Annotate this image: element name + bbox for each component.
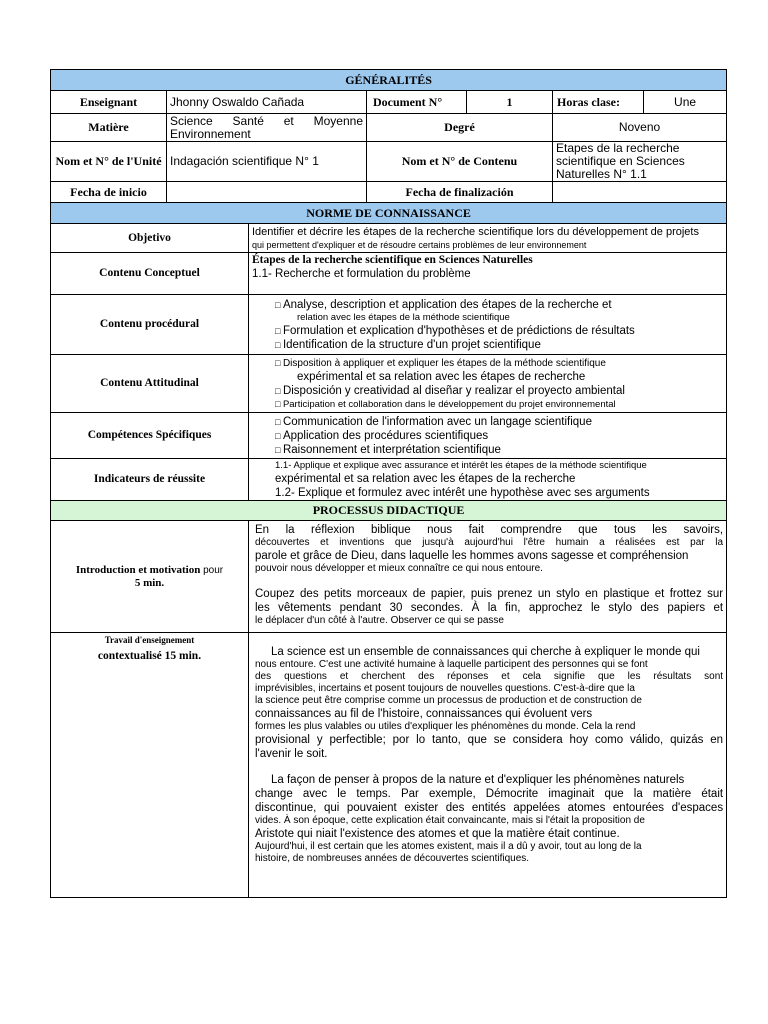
- matiere-row: [51, 114, 727, 142]
- enseignant-label: Enseignant: [51, 91, 167, 114]
- intro-content: [249, 521, 727, 633]
- competences-item-2: □ Application des procédures scientifiques: [275, 429, 723, 443]
- travail-p1-line-7: formes les plus valables ou utiles d'expliquer les phénomènes du monde. Cela la rend: [255, 721, 636, 732]
- indicateurs-item-1b: expérimental et sa relation avec les étapes de la recherche: [275, 472, 576, 485]
- fecha-inicio-label: Fecha de inicio: [51, 182, 167, 203]
- intro-para2-line-2: les vêtements pendant 30 secondes. À la fin, approchez le stylo des papiers et: [255, 602, 724, 614]
- conceptuel-content: [249, 253, 727, 295]
- procedural-label: Contenu procédural: [51, 295, 249, 355]
- unite-label: Nom et N° de l'Unité: [51, 142, 167, 182]
- travail-p1-line-8: provisional y perfectible; por lo tanto, que se considera hoy como válido, quizás en: [255, 734, 724, 746]
- matiere-label: Matière: [51, 114, 167, 142]
- intro-line-1: En la réflexion biblique nous fait comprendre que tous les savoirs,: [255, 524, 724, 536]
- generalites-header-row: [51, 70, 727, 91]
- procedural-item-1: □ Analyse, description et application des étapes de la recherche et: [275, 298, 723, 312]
- intro-label-suffix: pour: [203, 564, 224, 576]
- contenu-label: Nom et N° de Contenu: [367, 142, 553, 182]
- travail-p2-line-3: discontinue, qui pouvaient exister des entités appelées atomes entourées d'espaces: [255, 802, 724, 814]
- procedural-content: [249, 295, 727, 355]
- intro-label-cell: [51, 521, 249, 633]
- travail-p1-line-4: imprévisibles, incertains et posent toujours de nouvelles questions. C'est-à-dire que la: [255, 683, 635, 694]
- indicateurs-item-1: 1.1- Applique et explique avec assurance et intérêt les étapes de la méthode scientifique: [275, 459, 647, 471]
- lesson-plan-document: [50, 69, 726, 898]
- travail-p1-line-2: nous entoure. C'est une activité humaine à laquelle participent des personnes qui se font: [255, 659, 648, 670]
- attitudinal-item-1b: expérimental et sa relation avec les étapes de recherche: [297, 370, 586, 383]
- document-label: Document N°: [367, 91, 467, 114]
- intro-line-3: parole et grâce de Dieu, dans laquelle les hommes avons sagesse et compréhension: [255, 550, 689, 562]
- competences-label: Compétences Spécifiques: [51, 413, 249, 459]
- objetivo-label: Objetivo: [51, 224, 249, 253]
- horas-value: Une: [674, 94, 697, 109]
- travail-p1-line-1: La science est un ensemble de connaissances qui cherche à expliquer le monde qui: [271, 646, 700, 658]
- travail-p2-line-5: Aristote qui niait l'existence des atomes et que la matière était continue.: [255, 828, 620, 840]
- horas-cell: [553, 91, 727, 114]
- degre-value: Noveno: [553, 114, 727, 142]
- enseignant-value: Jhonny Oswaldo Cañada: [167, 91, 367, 114]
- attitudinal-item-2: □ Disposición y creatividad al diseñar y realizar el proyecto ambiental: [275, 384, 723, 398]
- fecha-inicio-value: [167, 182, 367, 203]
- attitudinal-label: Contenu Attitudinal: [51, 355, 249, 413]
- fecha-fin-label: Fecha de finalización: [367, 182, 553, 203]
- objetivo-row: [51, 224, 727, 253]
- unite-row: [51, 142, 727, 182]
- intro-line-2: découvertes et inventions que jusqu'à aujourd'hui l'être humain a réalisées est par la: [255, 537, 724, 548]
- travail-p1-line-3: des questions et cherchent des réponses et cela signifie que les résultats sont: [255, 671, 724, 682]
- conceptuel-item: 1.1- Recherche et formulation du problème: [252, 268, 471, 280]
- generalites-title: GÉNÉRALITÉS: [51, 70, 727, 91]
- intro-line-4: pouvoir nous développer et mieux connaître ce qui nous entoure.: [255, 563, 543, 574]
- attitudinal-item-3: □ Participation et collaboration dans le développement du projet environnemental: [275, 398, 723, 411]
- document-value: 1: [467, 91, 553, 114]
- travail-p2-line-4: vides. À son époque, cette explication était convaincante, mais si l'était la proposition de: [255, 815, 645, 826]
- norme-header-row: [51, 203, 727, 224]
- travail-gap: [255, 761, 723, 773]
- travail-label: Travail d'enseignement: [104, 635, 195, 645]
- lesson-plan-table: [50, 69, 727, 898]
- fecha-row: [51, 182, 727, 203]
- travail-p1-line-9: l'avenir le soit.: [255, 748, 328, 760]
- unite-value: Indagación scientifique N° 1: [167, 142, 367, 182]
- travail-label-cell: [51, 633, 249, 898]
- intro-para2-line-3: le déplacer d'un côté à l'autre. Observer ce qui se passe: [255, 615, 504, 626]
- travail-p2-line-7: histoire, de nombreuses années de découvertes scientifiques.: [255, 853, 530, 864]
- procedural-item-3: □ Identification de la structure d'un projet scientifique: [275, 338, 723, 352]
- horas-label: Horas clase:: [553, 91, 644, 113]
- competences-row: [51, 413, 727, 459]
- travail-p1-line-6: connaissances au fil de l'histoire, connaissances qui évoluent vers: [255, 708, 593, 720]
- intro-row: [51, 521, 727, 633]
- intro-label: Introduction et motivation: [75, 563, 201, 576]
- objetivo-content: [249, 224, 727, 253]
- conceptuel-row: [51, 253, 727, 295]
- indicateurs-label: Indicateurs de réussite: [51, 459, 249, 501]
- enseignant-row: [51, 91, 727, 114]
- travail-row: [51, 633, 727, 898]
- fecha-fin-value: [553, 182, 727, 203]
- intro-para2-line-1: Coupez des petits morceaux de papier, puis prenez un stylo en plastique et frottez sur: [255, 588, 724, 600]
- objetivo-line-2: qui permettent d'expliquer et de résoudre certains problèmes de leur environnement: [252, 240, 587, 250]
- attitudinal-item-1: □ Disposition à appliquer et expliquer les étapes de la méthode scientifique: [275, 357, 723, 370]
- norme-title: NORME DE CONNAISSANCE: [51, 203, 727, 224]
- processus-title: PROCESSUS DIDACTIQUE: [51, 501, 727, 521]
- intro-gap: [255, 575, 723, 587]
- indicateurs-item-2: 1.2- Explique et formulez avec intérêt une hypothèse avec ses arguments: [275, 486, 650, 499]
- degre-label: Degré: [367, 114, 553, 142]
- procedural-item-2: □ Formulation et explication d'hypothèses et de prédictions de résultats: [275, 324, 723, 338]
- conceptuel-label: Contenu Conceptuel: [51, 253, 249, 295]
- objetivo-line-1: Identifier et décrire les étapes de la recherche scientifique lors du développement de projets: [252, 226, 699, 238]
- travail-p2-line-1: La façon de penser à propos de la nature et d'expliquer les phénomènes naturels: [271, 774, 685, 786]
- procedural-row: [51, 295, 727, 355]
- matiere-value: Science Santé et Moyenne Environnement: [167, 114, 367, 142]
- competences-item-1: □ Communication de l'information avec un langage scientifique: [275, 415, 723, 429]
- travail-p1-line-5: la science peut être comprise comme un processus de production et de construction de: [255, 695, 642, 706]
- travail-content: [249, 633, 727, 898]
- contenu-value: Etapes de la recherche scientifique en Sciences Naturelles N° 1.1: [553, 142, 727, 182]
- travail-p2-line-2: change avec le temps. Par exemple, Démocrite imaginait que la matière était: [255, 788, 724, 800]
- travail-p2-line-6: Aujourd'hui, il est certain que les atomes existent, mais il a dû y avoir, tout au long de la: [255, 841, 642, 852]
- conceptuel-title: Étapes de la recherche scientifique en Sciences Naturelles: [252, 254, 533, 266]
- competences-content: [249, 413, 727, 459]
- competences-item-3: □ Raisonnement et interprétation scientifique: [275, 443, 723, 457]
- attitudinal-row: [51, 355, 727, 413]
- indicateurs-content: [249, 459, 727, 501]
- attitudinal-content: [249, 355, 727, 413]
- intro-time: 5 min.: [134, 576, 165, 589]
- processus-header-row: [51, 501, 727, 521]
- procedural-item-1b: relation avec les étapes de la méthode scientifique: [297, 311, 510, 323]
- indicateurs-row: [51, 459, 727, 501]
- travail-sublabel: contextualisé 15 min.: [97, 650, 202, 662]
